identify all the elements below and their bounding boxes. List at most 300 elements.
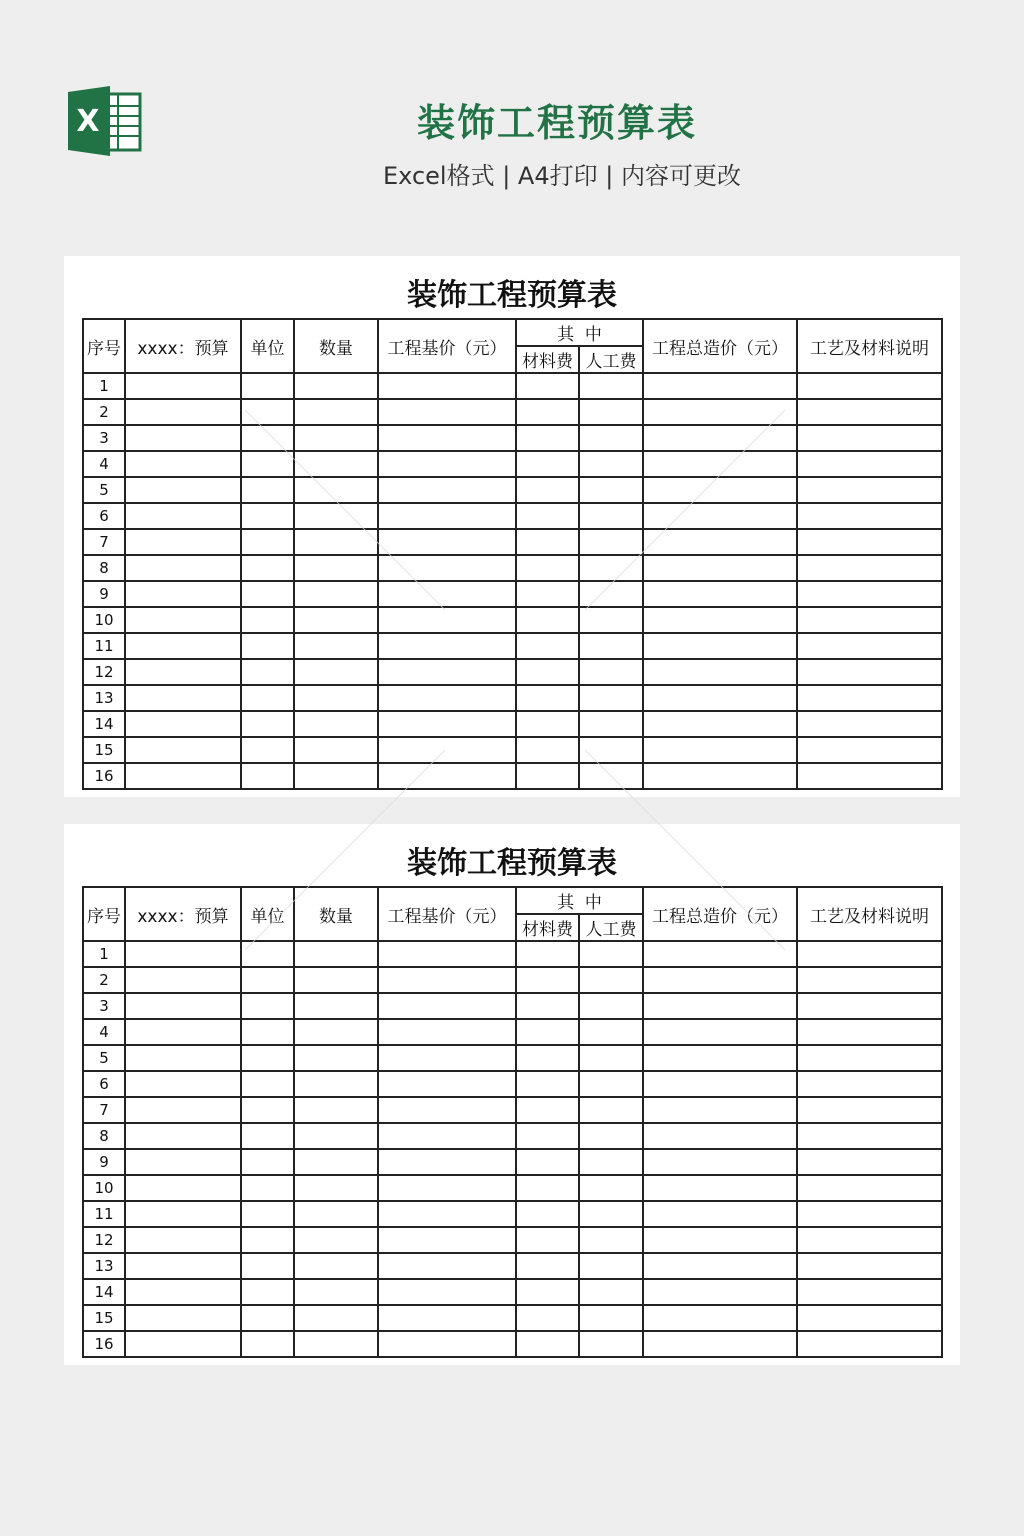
table-cell[interactable] <box>579 967 643 993</box>
table-cell[interactable] <box>797 967 942 993</box>
table-cell[interactable] <box>643 581 797 607</box>
table-cell[interactable] <box>241 1149 294 1175</box>
table-cell[interactable] <box>579 1123 643 1149</box>
table-cell[interactable] <box>797 1045 942 1071</box>
table-cell[interactable] <box>294 399 378 425</box>
table-cell[interactable] <box>643 1305 797 1331</box>
col-header-quantity: 数量 <box>294 319 378 373</box>
table-cell[interactable] <box>643 607 797 633</box>
table-cell[interactable] <box>797 1305 942 1331</box>
table-cell[interactable] <box>378 1279 516 1305</box>
table-cell[interactable] <box>643 399 797 425</box>
table-cell[interactable] <box>241 607 294 633</box>
table-cell[interactable] <box>797 763 942 789</box>
table-cell[interactable] <box>643 763 797 789</box>
row-index-cell: 1 <box>83 941 125 967</box>
table-cell[interactable] <box>294 1097 378 1123</box>
table-cell[interactable] <box>516 763 579 789</box>
table-cell[interactable] <box>241 555 294 581</box>
table-cell[interactable] <box>378 1019 516 1045</box>
table-row <box>83 1227 942 1253</box>
table-cell[interactable] <box>125 1201 241 1227</box>
table-cell[interactable] <box>378 373 516 399</box>
table-cell[interactable] <box>125 737 241 763</box>
table-cell[interactable] <box>294 1331 378 1357</box>
table-cell[interactable] <box>579 941 643 967</box>
table-cell[interactable] <box>125 1253 241 1279</box>
table-cell[interactable] <box>125 1279 241 1305</box>
page-title: 装饰工程预算表 <box>416 101 697 145</box>
table-cell[interactable] <box>294 1279 378 1305</box>
table-cell[interactable] <box>378 1331 516 1357</box>
table-cell[interactable] <box>294 737 378 763</box>
table-cell[interactable] <box>378 1201 516 1227</box>
table-cell[interactable] <box>294 555 378 581</box>
table-cell[interactable] <box>516 373 579 399</box>
table-cell[interactable] <box>643 967 797 993</box>
table-cell[interactable] <box>516 1071 579 1097</box>
table-cell[interactable] <box>294 451 378 477</box>
table-cell[interactable] <box>643 529 797 555</box>
table-cell[interactable] <box>241 581 294 607</box>
table-cell[interactable] <box>579 1331 643 1357</box>
table-cell[interactable] <box>579 581 643 607</box>
table-cell[interactable] <box>378 967 516 993</box>
table-cell[interactable] <box>294 1123 378 1149</box>
col-header-material-fee: 材料费 <box>516 346 579 373</box>
table-cell[interactable] <box>378 581 516 607</box>
table-cell[interactable] <box>797 633 942 659</box>
col-header-index: 序号 <box>83 887 125 941</box>
table-cell[interactable] <box>241 763 294 789</box>
table-cell[interactable] <box>643 373 797 399</box>
table-cell[interactable] <box>797 477 942 503</box>
table-cell[interactable] <box>241 1201 294 1227</box>
table-cell[interactable] <box>241 1097 294 1123</box>
table-cell[interactable] <box>378 1305 516 1331</box>
table-cell[interactable] <box>241 1071 294 1097</box>
budget-sheet <box>64 256 960 797</box>
table-cell[interactable] <box>125 581 241 607</box>
table-cell[interactable] <box>797 1253 942 1279</box>
table-cell[interactable] <box>643 1149 797 1175</box>
table-row <box>83 425 942 451</box>
table-cell[interactable] <box>294 581 378 607</box>
table-cell[interactable] <box>516 503 579 529</box>
table-cell[interactable] <box>378 1045 516 1071</box>
table-cell[interactable] <box>579 1071 643 1097</box>
row-index-cell: 3 <box>83 425 125 451</box>
table-cell[interactable] <box>378 607 516 633</box>
row-index-cell: 14 <box>83 711 125 737</box>
table-row <box>83 941 942 967</box>
table-cell[interactable] <box>241 967 294 993</box>
table-cell[interactable] <box>516 1175 579 1201</box>
row-index-cell: 11 <box>83 633 125 659</box>
table-cell[interactable] <box>125 1149 241 1175</box>
table-cell[interactable] <box>643 993 797 1019</box>
table-cell[interactable] <box>516 1279 579 1305</box>
table-cell[interactable] <box>378 633 516 659</box>
table-cell[interactable] <box>797 1175 942 1201</box>
table-cell[interactable] <box>378 737 516 763</box>
table-cell[interactable] <box>579 659 643 685</box>
table-cell[interactable] <box>241 529 294 555</box>
table-cell[interactable] <box>378 941 516 967</box>
table-cell[interactable] <box>294 607 378 633</box>
row-index-cell: 15 <box>83 1305 125 1331</box>
table-cell[interactable] <box>125 477 241 503</box>
table-cell[interactable] <box>797 1097 942 1123</box>
table-cell[interactable] <box>294 1149 378 1175</box>
table-cell[interactable] <box>516 711 579 737</box>
table-cell[interactable] <box>294 1227 378 1253</box>
table-cell[interactable] <box>378 1227 516 1253</box>
table-cell[interactable] <box>378 1253 516 1279</box>
row-index-cell: 1 <box>83 373 125 399</box>
table-cell[interactable] <box>797 1227 942 1253</box>
table-cell[interactable] <box>516 633 579 659</box>
table-row <box>83 633 942 659</box>
row-index-cell: 10 <box>83 1175 125 1201</box>
table-cell[interactable] <box>294 711 378 737</box>
row-index-cell: 15 <box>83 737 125 763</box>
table-row <box>83 373 942 399</box>
table-cell[interactable] <box>378 993 516 1019</box>
table-cell[interactable] <box>797 607 942 633</box>
table-cell[interactable] <box>516 581 579 607</box>
table-cell[interactable] <box>378 503 516 529</box>
table-cell[interactable] <box>294 425 378 451</box>
table-cell[interactable] <box>643 1227 797 1253</box>
table-cell[interactable] <box>241 659 294 685</box>
table-cell[interactable] <box>241 941 294 967</box>
table-cell[interactable] <box>241 993 294 1019</box>
table-cell[interactable] <box>797 503 942 529</box>
table-cell[interactable] <box>125 425 241 451</box>
table-cell[interactable] <box>294 633 378 659</box>
table-cell[interactable] <box>579 763 643 789</box>
table-cell[interactable] <box>579 1201 643 1227</box>
table-row <box>83 737 942 763</box>
table-cell[interactable] <box>125 1097 241 1123</box>
table-cell[interactable] <box>579 451 643 477</box>
table-cell[interactable] <box>125 373 241 399</box>
table-cell[interactable] <box>516 477 579 503</box>
table-cell[interactable] <box>579 425 643 451</box>
table-cell[interactable] <box>125 1071 241 1097</box>
table-cell[interactable] <box>241 425 294 451</box>
table-cell[interactable] <box>579 1175 643 1201</box>
table-cell[interactable] <box>516 1331 579 1357</box>
table-cell[interactable] <box>125 1045 241 1071</box>
table-cell[interactable] <box>241 633 294 659</box>
table-cell[interactable] <box>378 763 516 789</box>
table-cell[interactable] <box>579 1305 643 1331</box>
table-cell[interactable] <box>643 1253 797 1279</box>
table-cell[interactable] <box>378 1149 516 1175</box>
table-cell[interactable] <box>643 737 797 763</box>
table-cell[interactable] <box>643 659 797 685</box>
table-cell[interactable] <box>643 941 797 967</box>
table-cell[interactable] <box>378 477 516 503</box>
table-cell[interactable] <box>125 993 241 1019</box>
table-cell[interactable] <box>125 451 241 477</box>
table-cell[interactable] <box>643 477 797 503</box>
table-cell[interactable] <box>241 711 294 737</box>
table-cell[interactable] <box>643 1123 797 1149</box>
table-cell[interactable] <box>797 1071 942 1097</box>
table-cell[interactable] <box>643 555 797 581</box>
table-cell[interactable] <box>579 1045 643 1071</box>
table-cell[interactable] <box>797 529 942 555</box>
table-row <box>83 1253 942 1279</box>
table-cell[interactable] <box>516 1045 579 1071</box>
table-cell[interactable] <box>241 685 294 711</box>
table-cell[interactable] <box>241 1253 294 1279</box>
table-cell[interactable] <box>294 941 378 967</box>
table-cell[interactable] <box>579 1097 643 1123</box>
table-cell[interactable] <box>579 1019 643 1045</box>
table-cell[interactable] <box>797 581 942 607</box>
table-cell[interactable] <box>294 993 378 1019</box>
table-cell[interactable] <box>516 1149 579 1175</box>
table-cell[interactable] <box>294 373 378 399</box>
table-cell[interactable] <box>241 1045 294 1071</box>
table-cell[interactable] <box>797 993 942 1019</box>
table-cell[interactable] <box>579 1149 643 1175</box>
table-cell[interactable] <box>516 555 579 581</box>
table-row <box>83 659 942 685</box>
col-header-labor-fee: 人工费 <box>579 346 643 373</box>
col-header-base-price: 工程基价（元） <box>378 887 516 941</box>
table-cell[interactable] <box>294 685 378 711</box>
row-index-cell: 9 <box>83 1149 125 1175</box>
table-cell[interactable] <box>294 1253 378 1279</box>
table-cell[interactable] <box>516 659 579 685</box>
row-index-cell: 6 <box>83 1071 125 1097</box>
table-cell[interactable] <box>241 1331 294 1357</box>
table-row <box>83 993 942 1019</box>
table-cell[interactable] <box>643 685 797 711</box>
table-cell[interactable] <box>579 685 643 711</box>
table-cell[interactable] <box>125 659 241 685</box>
table-cell[interactable] <box>241 1175 294 1201</box>
table-cell[interactable] <box>241 373 294 399</box>
table-cell[interactable] <box>241 737 294 763</box>
table-cell[interactable] <box>241 399 294 425</box>
table-cell[interactable] <box>378 529 516 555</box>
table-cell[interactable] <box>125 1019 241 1045</box>
table-cell[interactable] <box>294 1019 378 1045</box>
table-cell[interactable] <box>125 941 241 967</box>
table-cell[interactable] <box>125 1331 241 1357</box>
table-row <box>83 1149 942 1175</box>
table-cell[interactable] <box>643 633 797 659</box>
table-cell[interactable] <box>125 607 241 633</box>
table-cell[interactable] <box>797 737 942 763</box>
table-cell[interactable] <box>378 399 516 425</box>
table-cell[interactable] <box>516 425 579 451</box>
col-header-budget: xxxx：预算 <box>125 319 241 373</box>
table-cell[interactable] <box>579 555 643 581</box>
table-cell[interactable] <box>643 1331 797 1357</box>
table-cell[interactable] <box>797 399 942 425</box>
table-cell[interactable] <box>579 399 643 425</box>
table-cell[interactable] <box>643 1279 797 1305</box>
table-cell[interactable] <box>643 503 797 529</box>
table-cell[interactable] <box>516 451 579 477</box>
row-index-cell: 4 <box>83 451 125 477</box>
table-cell[interactable] <box>294 659 378 685</box>
table-cell[interactable] <box>797 659 942 685</box>
table-cell[interactable] <box>516 607 579 633</box>
table-cell[interactable] <box>516 1305 579 1331</box>
table-cell[interactable] <box>378 451 516 477</box>
table-cell[interactable] <box>241 1305 294 1331</box>
table-cell[interactable] <box>797 373 942 399</box>
table-cell[interactable] <box>516 737 579 763</box>
table-cell[interactable] <box>125 633 241 659</box>
table-cell[interactable] <box>241 1019 294 1045</box>
table-cell[interactable] <box>241 451 294 477</box>
table-cell[interactable] <box>516 993 579 1019</box>
table-cell[interactable] <box>125 1175 241 1201</box>
table-cell[interactable] <box>579 477 643 503</box>
table-cell[interactable] <box>294 967 378 993</box>
table-cell[interactable] <box>516 1097 579 1123</box>
table-cell[interactable] <box>797 1331 942 1357</box>
table-cell[interactable] <box>797 1279 942 1305</box>
table-cell[interactable] <box>516 967 579 993</box>
table-cell[interactable] <box>643 1019 797 1045</box>
table-cell[interactable] <box>579 607 643 633</box>
table-cell[interactable] <box>294 477 378 503</box>
table-cell[interactable] <box>294 1201 378 1227</box>
table-cell[interactable] <box>643 1045 797 1071</box>
row-index-cell: 14 <box>83 1279 125 1305</box>
table-cell[interactable] <box>294 1045 378 1071</box>
table-cell[interactable] <box>294 763 378 789</box>
table-cell[interactable] <box>241 1279 294 1305</box>
table-cell[interactable] <box>125 1305 241 1331</box>
table-cell[interactable] <box>125 711 241 737</box>
table-cell[interactable] <box>797 711 942 737</box>
table-cell[interactable] <box>125 967 241 993</box>
table-cell[interactable] <box>579 1279 643 1305</box>
table-cell[interactable] <box>125 1123 241 1149</box>
table-cell[interactable] <box>294 1305 378 1331</box>
table-cell[interactable] <box>516 1019 579 1045</box>
table-cell[interactable] <box>516 1201 579 1227</box>
table-cell[interactable] <box>797 1201 942 1227</box>
table-cell[interactable] <box>516 685 579 711</box>
table-cell[interactable] <box>579 711 643 737</box>
table-cell[interactable] <box>378 1123 516 1149</box>
table-cell[interactable] <box>579 1253 643 1279</box>
table-row <box>83 967 942 993</box>
table-row <box>83 581 942 607</box>
table-row <box>83 1331 942 1357</box>
table-cell[interactable] <box>797 941 942 967</box>
table-cell[interactable] <box>516 1253 579 1279</box>
table-cell[interactable] <box>579 993 643 1019</box>
table-cell[interactable] <box>378 1071 516 1097</box>
table-cell[interactable] <box>797 425 942 451</box>
table-cell[interactable] <box>643 711 797 737</box>
table-cell[interactable] <box>643 451 797 477</box>
col-header-material-fee: 材料费 <box>516 914 579 941</box>
table-cell[interactable] <box>643 1097 797 1123</box>
table-row <box>83 1305 942 1331</box>
table-cell[interactable] <box>797 555 942 581</box>
table-cell[interactable] <box>579 503 643 529</box>
table-cell[interactable] <box>378 711 516 737</box>
table-cell[interactable] <box>378 425 516 451</box>
table-cell[interactable] <box>294 503 378 529</box>
table-cell[interactable] <box>125 763 241 789</box>
table-cell[interactable] <box>797 1149 942 1175</box>
table-cell[interactable] <box>378 555 516 581</box>
table-cell[interactable] <box>378 659 516 685</box>
row-index-cell: 2 <box>83 399 125 425</box>
table-cell[interactable] <box>797 1019 942 1045</box>
table-cell[interactable] <box>579 633 643 659</box>
table-cell[interactable] <box>516 1227 579 1253</box>
col-header-unit: 单位 <box>241 319 294 373</box>
table-cell[interactable] <box>241 477 294 503</box>
row-index-cell: 16 <box>83 1331 125 1357</box>
table-cell[interactable] <box>579 373 643 399</box>
table-cell[interactable] <box>643 1071 797 1097</box>
table-cell[interactable] <box>516 941 579 967</box>
col-header-of-which: 其 中 <box>516 319 643 346</box>
table-cell[interactable] <box>516 529 579 555</box>
table-cell[interactable] <box>579 1227 643 1253</box>
table-cell[interactable] <box>294 1071 378 1097</box>
table-cell[interactable] <box>579 529 643 555</box>
table-cell[interactable] <box>797 685 942 711</box>
row-index-cell: 11 <box>83 1201 125 1227</box>
table-cell[interactable] <box>643 425 797 451</box>
table-cell[interactable] <box>378 1175 516 1201</box>
table-cell[interactable] <box>579 737 643 763</box>
table-cell[interactable] <box>797 451 942 477</box>
col-header-notes: 工艺及材料说明 <box>797 887 942 941</box>
table-cell[interactable] <box>241 503 294 529</box>
table-cell[interactable] <box>125 399 241 425</box>
table-cell[interactable] <box>125 1227 241 1253</box>
table-cell[interactable] <box>797 1123 942 1149</box>
row-index-cell: 9 <box>83 581 125 607</box>
col-header-total-price: 工程总造价（元） <box>643 319 797 373</box>
table-cell[interactable] <box>125 529 241 555</box>
table-cell[interactable] <box>125 503 241 529</box>
sheet-title: 装饰工程预算表 <box>407 846 617 881</box>
table-cell[interactable] <box>241 1227 294 1253</box>
table-cell[interactable] <box>294 1175 378 1201</box>
table-cell[interactable] <box>643 1201 797 1227</box>
table-cell[interactable] <box>294 529 378 555</box>
table-cell[interactable] <box>516 399 579 425</box>
table-cell[interactable] <box>125 555 241 581</box>
table-cell[interactable] <box>643 1175 797 1201</box>
table-cell[interactable] <box>378 685 516 711</box>
table-cell[interactable] <box>241 1123 294 1149</box>
table-cell[interactable] <box>516 1123 579 1149</box>
table-cell[interactable] <box>378 1097 516 1123</box>
table-cell[interactable] <box>125 685 241 711</box>
